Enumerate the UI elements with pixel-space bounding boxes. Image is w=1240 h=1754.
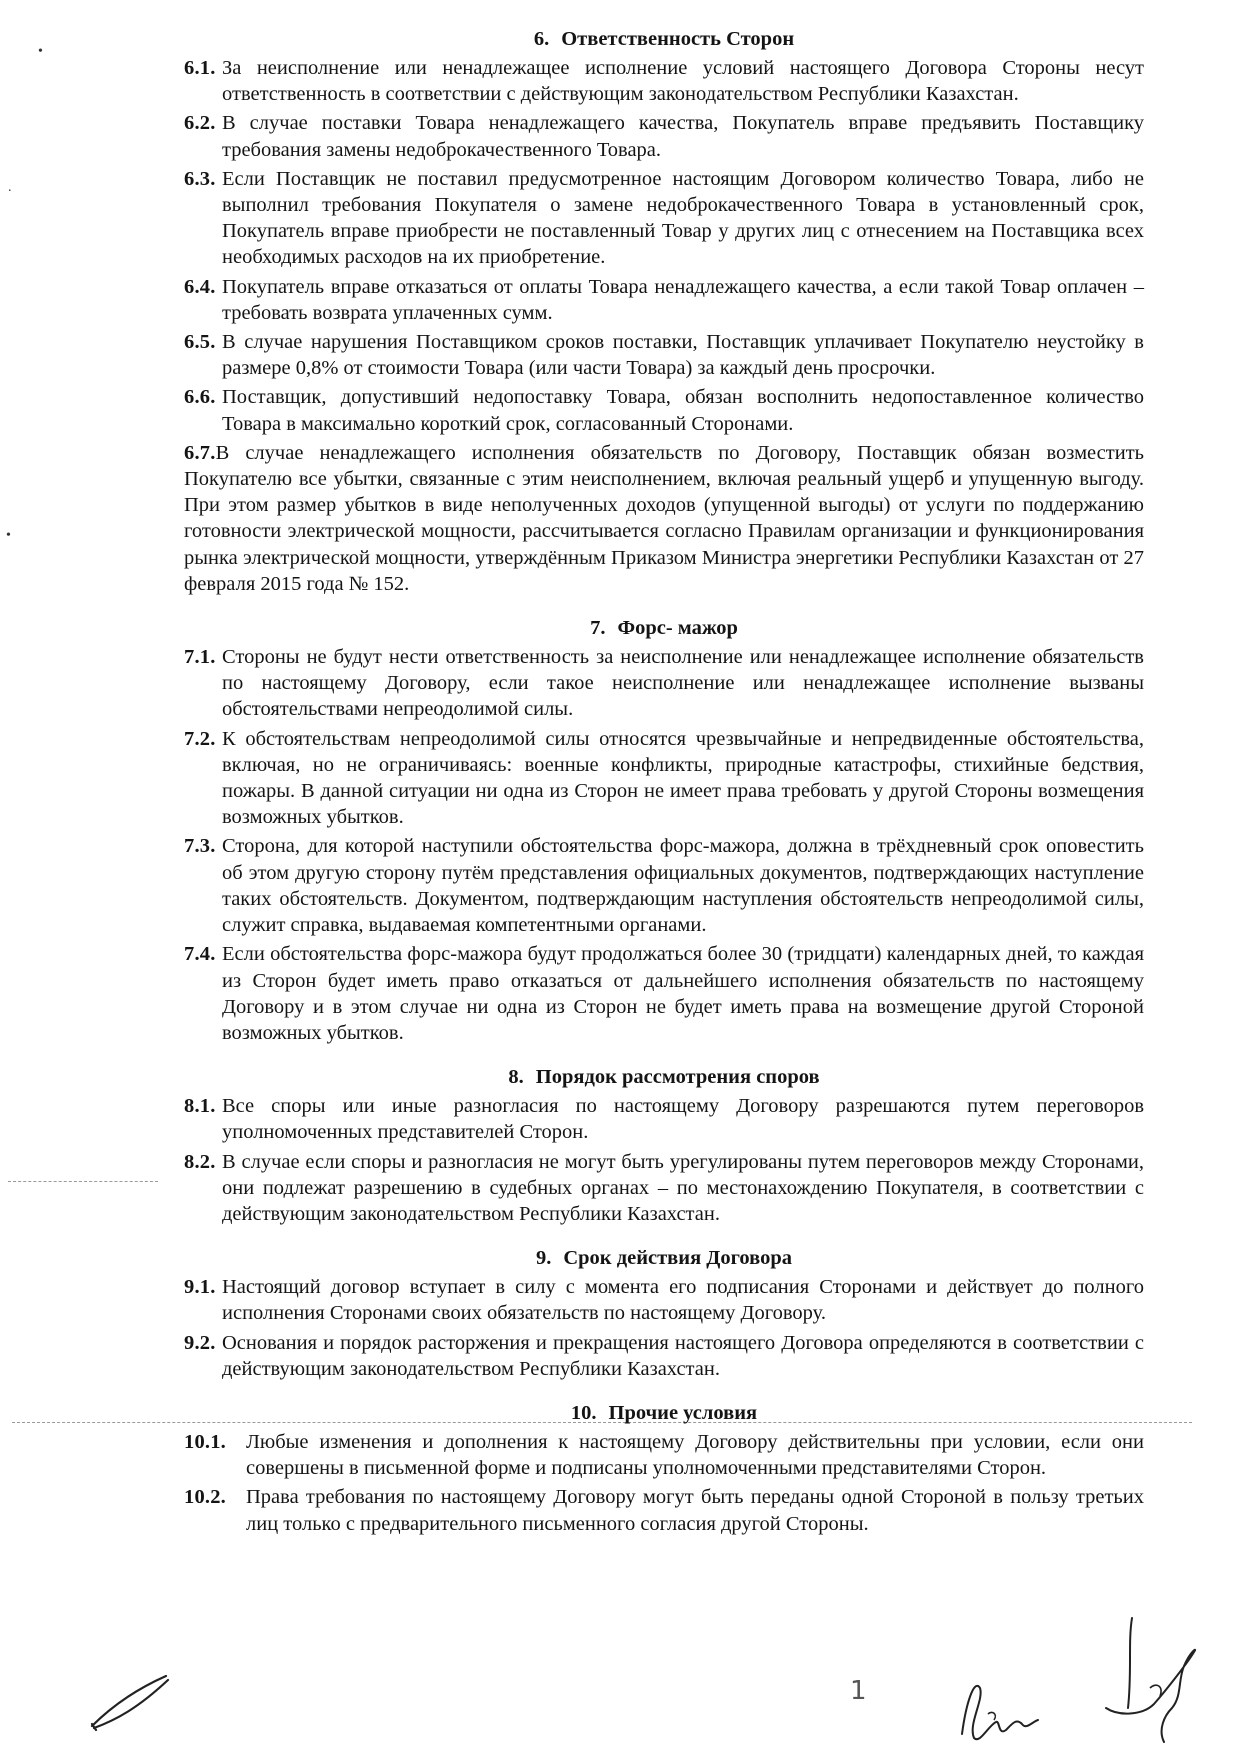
- clause-text: В случае нарушения Поставщиком сроков поставки, Поставщик уплачивает Покупателю неустойку в размере 0,8% от стоимости Товара (или части Товара) за каждый день просрочки.: [222, 331, 1144, 380]
- clause-text: К обстоятельствам непреодолимой силы относятся чрезвычайные и непредвиденные обстоятельства, включая, но не ограничиваясь: военные конфликты, природные катастрофы, стихийные бедствия, пожары. В данной ситуации ни одна из Сторон не имеет права требовать у другой Стороны возмещения возможных убытков.: [222, 727, 1144, 829]
- clause-text: Права требования по настоящему Договору могут быть переданы одной Стороной в пользу третьих лиц только с предварительного письменного согласия другой Стороны.: [246, 1486, 1144, 1535]
- clause-text: Поставщик, допустивший недопоставку Товара, обязан восполнить недопоставленное количество Товара в максимально короткий срок, согласованный Сторонами.: [222, 386, 1144, 435]
- clause-text: В случае поставки Товара ненадлежащего качества, Покупатель вправе предъявить Поставщику требования замены недоброкачественного Товара.: [222, 112, 1144, 161]
- clause: [184, 833, 1144, 938]
- clause: [184, 1484, 1144, 1536]
- clause-number: 7.1.: [184, 646, 216, 669]
- clause-text: Сторона, для которой наступили обстоятельства форс-мажора, должна в трёхдневный срок оповестить об этом другую сторону путём представления официальных документов, подтверждающих наступление таких обстоятельств. Документом, подтверждающим наступления обстоятельств непреодолимой силы, служит справка, выдаваемая компетентными органами.: [222, 835, 1144, 937]
- page-number-mark: 1: [850, 1676, 867, 1706]
- clause: [184, 1330, 1144, 1382]
- clause: [184, 329, 1144, 381]
- clause-number: 10.2.: [184, 1486, 226, 1509]
- section-number: 9.: [535, 1247, 552, 1270]
- clause-text: В случае если споры и разногласия не могут быть урегулированы путем переговоров между Сторонами, они подлежат разрешению в судебных органах – по местонахождению Покупателя, в соответствии с действующим законодательством Республики Казахстан.: [222, 1150, 1144, 1225]
- clause-text: Если Поставщик не поставил предусмотренное настоящим Договором количество Товара, либо не выполнил требования Покупателя о замене недоброкачественного Товара в установленный срок, Покупатель вправе приобрести не поставленный Товар у других лиц с отнесением на Поставщика всех необходимых расходов на их приобретение.: [222, 167, 1144, 269]
- signature-left: [86, 1668, 176, 1738]
- section-title-text: Срок действия Договора: [563, 1247, 793, 1270]
- clause-text: Покупатель вправе отказаться от оплаты Товара ненадлежащего качества, а если такой Товар оплачен – требовать возврата уплаченных сумм.: [222, 275, 1144, 324]
- scan-speck: .: [8, 180, 12, 195]
- section-number: 8.: [508, 1066, 524, 1089]
- scan-fold-line: [8, 1181, 158, 1182]
- clause-number: 8.1.: [184, 1095, 216, 1118]
- clause: [184, 941, 1144, 1046]
- section-title-text: Ответственность Сторон: [561, 28, 795, 50]
- signature-right: [1098, 1612, 1208, 1752]
- clause-number: 7.3.: [184, 835, 216, 858]
- clause: [184, 384, 1144, 436]
- section-number: 10.: [570, 1401, 597, 1424]
- clause-number: 9.2.: [184, 1331, 216, 1354]
- clause-number: 6.1.: [184, 57, 216, 79]
- clause: [184, 166, 1144, 271]
- clause-text: Если обстоятельства форс-мажора будут продолжаться более 30 (тридцати) календарных дней, то каждая из Сторон будет иметь право отказаться от дальнейшего исполнения обязательств по настоящему Договору и в этом случае ни одна из Сторон не будет иметь права на возмещение другой Стороной возможных убытков.: [222, 943, 1144, 1044]
- clause: [184, 440, 1144, 597]
- clause: [184, 110, 1144, 162]
- section-title: [184, 1400, 1144, 1426]
- clause-number: 6.3.: [184, 167, 216, 190]
- clause: [184, 1093, 1144, 1145]
- clause: [184, 644, 1144, 723]
- clause: [184, 726, 1144, 831]
- clause: [184, 1274, 1144, 1326]
- clause-text: Настоящий договор вступает в силу с момента его подписания Сторонами и действует до полного исполнения Сторонами своих обязательств по настоящему Договору.: [222, 1276, 1144, 1325]
- contract-body: [184, 26, 1144, 1540]
- clause-text: В случае ненадлежащего исполнения обязательств по Договору, Поставщик обязан возместить Покупателю все убытки, связанные с этим неисполнением, включая реальный ущерб и упущенную выгоду. При этом размер убытков в виде неполученных доходов (упущенной выгоды) от услуги по поддержанию готовности электрической мощности, рассчитывается согласно Правилам организации и функционирования рынка электрической мощности, утверждённым Приказом Министра энергетики Республики Казахстан от 27 февраля 2015 года № 152.: [184, 441, 1144, 595]
- clause: [184, 55, 1144, 107]
- clause-text: Любые изменения и дополнения к настоящему Договору действительны при условии, если они совершены в письменной форме и подписаны уполномоченными представителями Сторон.: [246, 1430, 1144, 1480]
- clause-number: 6.2.: [184, 112, 216, 135]
- section-1: [184, 26, 1144, 597]
- section-title: [184, 1064, 1144, 1090]
- clause-number: 6.7.: [184, 441, 216, 464]
- signature-middle: [952, 1664, 1044, 1748]
- clause-number: 10.1.: [184, 1430, 226, 1453]
- section-title: [184, 26, 1144, 52]
- clause-number: 8.2.: [184, 1150, 216, 1173]
- scan-speck: •: [38, 44, 43, 59]
- clause-number: 9.1.: [184, 1276, 216, 1299]
- section-title-text: Порядок рассмотрения споров: [535, 1066, 820, 1089]
- clause: [184, 1429, 1144, 1481]
- section-number: 6.: [533, 28, 550, 50]
- clause-text: Стороны не будут нести ответственность за неисполнение или ненадлежащее исполнение обязательств по настоящему Договору, если такое неисполнение или ненадлежащее исполнение вызваны обстоятельствами непреодолимой силы.: [222, 646, 1144, 721]
- section-title: [184, 1245, 1144, 1271]
- section-2: [184, 615, 1144, 1046]
- section-title-text: Форс- мажор: [617, 617, 738, 640]
- clause-number: 7.2.: [184, 727, 216, 750]
- section-4: [184, 1245, 1144, 1382]
- clause-number: 6.5.: [184, 331, 216, 354]
- section-number: 7.: [590, 617, 606, 640]
- clause: [184, 274, 1144, 326]
- clause: [184, 1149, 1144, 1228]
- clause-text: Основания и порядок расторжения и прекращения настоящего Договора определяются в соответствии с действующим законодательством Республики Казахстан.: [222, 1331, 1144, 1380]
- clause-number: 6.4.: [184, 275, 216, 298]
- section-3: [184, 1064, 1144, 1227]
- clause-text: За неисполнение или ненадлежащее исполнение условий настоящего Договора Стороны несут ответственность в соответствии с действующим законодательством Республики Казахстан.: [222, 57, 1144, 106]
- clause-number: 6.6.: [184, 386, 216, 409]
- scan-speck: •: [6, 528, 11, 543]
- section-title-text: Прочие условия: [608, 1401, 758, 1424]
- section-5: [184, 1400, 1144, 1537]
- clause-text: Все споры или иные разногласия по настоящему Договору разрешаются путем переговоров уполномоченных представителей Сторон.: [222, 1095, 1144, 1144]
- section-title: [184, 615, 1144, 641]
- clause-number: 7.4.: [184, 943, 216, 966]
